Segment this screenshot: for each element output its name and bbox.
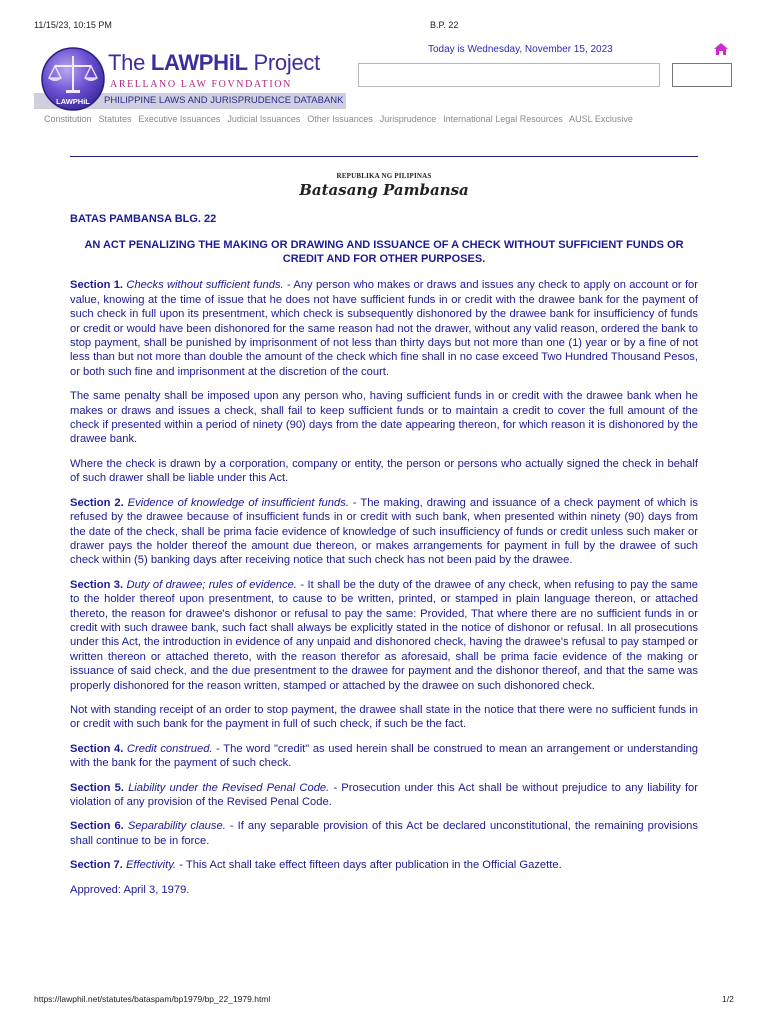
site-subtitle: ARELLANO LAW FOVNDATION bbox=[110, 79, 292, 90]
document-body bbox=[70, 212, 698, 907]
nav-constitution[interactable]: Constitution bbox=[44, 114, 92, 124]
lawphil-logo[interactable] bbox=[38, 46, 108, 112]
section-label: Section 2. bbox=[70, 496, 124, 509]
section-label: Section 4. bbox=[70, 742, 124, 755]
section-text: - It shall be the duty of the drawee of any check, when refusing to pay the same to the holder thereof upon presentment, to cause to be written, printed, or stamped in plain language thereon, or attached thereto, the reason for drawee's dishonor or refusal to pay the same: Provided, That where there are no sufficient funds in or credit with such drawee bank, such fact shall always be explicitly stated in the notice of dishonor or refusal. In all prosecutions under this Act, the introduction in evidence of any unpaid and dishonored check, having the drawee's refusal to pay stamped or written thereon or attached thereto, with the reason therefor as aforesaid, shall be prima facie evidence of the making or issuance of said check, and the due presentment to the drawee for payment and the dishonor thereof, and that the same was properly dishonored for the reason written, stamped or attached by the drawee on such dishonored check. bbox=[70, 578, 699, 692]
approved-date: Approved: April 3, 1979. bbox=[70, 883, 190, 896]
section-heading: Separability clause. bbox=[127, 820, 226, 833]
search-button[interactable] bbox=[672, 63, 732, 87]
search-input[interactable] bbox=[358, 63, 660, 87]
paragraph-same-penalty: The same penalty shall be imposed upon any person who, having sufficient funds in or credit with the drawee bank when he makes or draws and issues a check, shall fail to keep sufficient funds or to maintain a credit to cover the full amount of the check if presented within a period of ninety (90) days from the date appearing thereon, for which reason it is dishonored by the drawee bank. bbox=[70, 390, 698, 446]
print-datetime: 11/15/23, 10:15 PM bbox=[34, 20, 112, 30]
section-label: Section 1. bbox=[70, 279, 124, 292]
section-1 bbox=[70, 278, 698, 379]
act-title: AN ACT PENALIZING THE MAKING OR DRAWING AND ISSUANCE OF A CHECK WITHOUT SUFFICIENT FUNDS OR CREDIT AND FOR OTHER PURPOSES. bbox=[84, 239, 684, 266]
section-text: - The word "credit" as used herein shall be construed to mean an arrangement or understanding with the bank for the payment of such check. bbox=[70, 742, 699, 770]
section-text: - If any separable provision of this Act be declared unconstitutional, the remaining provisions shall continue to be in force. bbox=[70, 820, 698, 847]
nav-judicial-issuances[interactable]: Judicial Issuances bbox=[227, 114, 301, 124]
site-title-prefix: The bbox=[108, 50, 151, 75]
section-2 bbox=[70, 496, 698, 568]
nav-other-issuances[interactable]: Other Issuances bbox=[307, 114, 373, 124]
section-label: Section 7. bbox=[70, 859, 123, 872]
paragraph-corporation: Where the check is drawn by a corporation, company or entity, the person or persons who actually signed the check in behalf of such drawer shall be liable under this Act. bbox=[70, 457, 698, 485]
section-heading: Checks without sufficient funds. bbox=[126, 279, 284, 292]
section-label: Section 3. bbox=[70, 578, 124, 591]
section-heading: Duty of drawee; rules of evidence. bbox=[126, 578, 298, 591]
footer-page-number: 1/2 bbox=[722, 994, 734, 1004]
nav-executive-issuances[interactable]: Executive Issuances bbox=[138, 114, 221, 124]
section-label: Section 5. bbox=[70, 781, 124, 794]
home-icon[interactable] bbox=[713, 42, 729, 56]
section-text: - Prosecution under this Act shall be without prejudice to any liability for violation of any provision of the Revised Penal Code. bbox=[70, 781, 699, 808]
section-heading: Effectivity. bbox=[125, 859, 177, 872]
republic-heading: REPUBLIKA NG PILIPINAS bbox=[336, 172, 432, 180]
section-heading: Credit construed. bbox=[126, 742, 213, 755]
section-6 bbox=[70, 819, 698, 848]
nav-ausl-exclusive[interactable]: AUSL Exclusive bbox=[569, 114, 633, 124]
section-heading: Evidence of knowledge of insufficient funds. bbox=[127, 496, 349, 509]
section-text: - This Act shall take effect fifteen days after publication in the Official Gazette. bbox=[176, 859, 562, 872]
section-text: - Any person who makes or draws and issues any check to apply on account or for value, knowing at the time of issue that he does not have sufficient funds in or credit with the drawee bank for the payment of such check in full upon its presentment, which check is subsequently dishonored by the drawee bank for insufficiency of funds or credit or would have been dishonored for the same reason had not the drawer, without any valid reason, ordered the bank to stop payment, shall be punished by imprisonment of not less than thirty days but not more than one (1) year or by a fine of not less than but not more than double the amount of the check which fine shall in no case exceed Two Hundred Thousand Pesos, or both such fine and imprisonment at the discretion of the court. bbox=[70, 279, 699, 378]
law-number: BATAS PAMBANSA BLG. 22 bbox=[70, 213, 217, 225]
today-date: Today is Wednesday, November 15, 2023 bbox=[428, 44, 613, 55]
section-4 bbox=[70, 742, 698, 771]
footer-url: https://lawphil.net/statutes/bataspam/bp1979/bp_22_1979.html bbox=[34, 994, 271, 1004]
site-title[interactable] bbox=[108, 50, 320, 76]
batasan-heading: Batasang Pambansa bbox=[299, 181, 469, 199]
nav-jurisprudence[interactable]: Jurisprudence bbox=[379, 114, 437, 124]
site-title-brand: LAWPHiL bbox=[150, 50, 248, 75]
section-label: Section 6. bbox=[70, 820, 124, 833]
section-heading: Liability under the Revised Penal Code. bbox=[128, 781, 330, 794]
logo-text: LAWPHiL bbox=[56, 97, 90, 106]
nav-statutes[interactable]: Statutes bbox=[98, 114, 132, 124]
nav-international-legal-resources[interactable]: International Legal Resources bbox=[443, 114, 563, 124]
print-doc-title: B.P. 22 bbox=[430, 20, 459, 30]
site-tagline: PHILIPPINE LAWS AND JURISPRUDENCE DATABANK bbox=[104, 95, 344, 106]
section-3 bbox=[70, 578, 698, 693]
section-text: - The making, drawing and issuance of a check payment of which is refused by the drawee because of insufficient funds in or credit with such bank, when presented within ninety (90) days from the date of the check, shall be prima facie evidence of knowledge of such insufficiency of funds or credit unless such maker or drawer pays the holder thereof the amount due thereon, or makes arrangements for payment in full by the drawee of such check within (5) banking days after receiving notice that such check has not been paid by the drawee. bbox=[70, 496, 698, 567]
paragraph-stop-payment: Not with standing receipt of an order to stop payment, the drawee shall state in the notice that there were no sufficient funds in or credit with such bank for the payment in full of such check, if such be the fact. bbox=[70, 703, 698, 731]
header-divider bbox=[70, 156, 698, 157]
main-nav bbox=[44, 114, 637, 124]
section-5 bbox=[70, 781, 698, 810]
site-title-suffix: Project bbox=[247, 50, 320, 75]
section-7 bbox=[70, 858, 698, 872]
